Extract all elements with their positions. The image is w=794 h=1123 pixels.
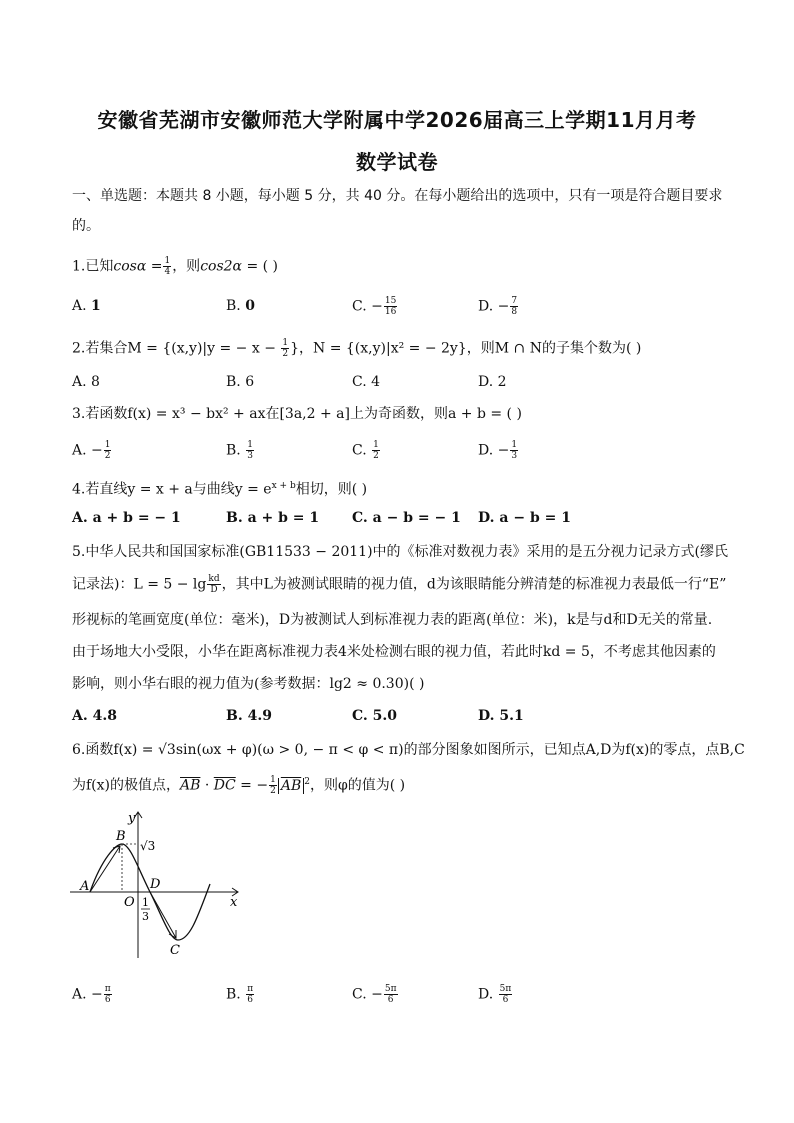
question-1 bbox=[72, 256, 278, 277]
q2-option-b: B. 6 bbox=[226, 374, 255, 390]
q1-fraction: $\frac{1}{4}$ bbox=[164, 256, 171, 277]
question-5-line1: 5.中华人民共和国国家标准(GB11533 − 2011)中的《标准对数视力表》采用的是五分视力记录方式(缪氏 bbox=[72, 544, 729, 560]
q1-text-c: = ( ) bbox=[242, 258, 279, 275]
exam-subtitle: 数学试卷 bbox=[356, 150, 438, 174]
question-2 bbox=[72, 338, 641, 359]
q4-option-d: D. a − b = 1 bbox=[478, 510, 571, 526]
q4-option-a: A. a + b = − 1 bbox=[72, 510, 181, 526]
label-sqrt3: √3 bbox=[140, 839, 156, 853]
q2-text: 2.若集合M = {(x,y)|y = − x − bbox=[72, 340, 281, 357]
label-d: D bbox=[150, 877, 161, 892]
q1-option-c: C. − $\frac{15}{16}$ bbox=[352, 296, 397, 317]
label-origin: O bbox=[124, 895, 135, 910]
q3-option-b: B. $\frac{1}{3}$ bbox=[226, 440, 253, 461]
q3-option-a: A. − $\frac{1}{2}$ bbox=[72, 440, 111, 461]
q3-option-d: D. − $\frac{1}{3}$ bbox=[478, 440, 518, 461]
q4-option-b: B. a + b = 1 bbox=[226, 510, 320, 526]
question-3: 3.若函数f(x) = x³ − bx² + ax在[3a,2 + a]上为奇函数，则a + b = ( ) bbox=[72, 406, 522, 422]
q1-text: 1.已知 bbox=[72, 258, 114, 275]
label-b: B bbox=[116, 829, 126, 844]
q1-option-a: A. 1 bbox=[72, 298, 101, 314]
q2-fraction: $\frac{1}{2}$ bbox=[282, 338, 289, 359]
exam-title: 安徽省芜湖市安徽师范大学附属中学2026届高三上学期11月月考 bbox=[97, 108, 697, 132]
q2-text-b: }，N = {(x,y)|x² = − 2y}，则M ∩ N的子集个数为( ) bbox=[290, 340, 642, 357]
q5-option-c: C. 5.0 bbox=[352, 708, 398, 724]
q1-cos-alpha: cosα = bbox=[113, 258, 163, 275]
q1-cos2: cos2α bbox=[200, 258, 243, 275]
vector-dc bbox=[150, 892, 176, 938]
q1-text-b: ，则 bbox=[172, 258, 201, 275]
label-a: A bbox=[80, 879, 90, 894]
label-x: x bbox=[230, 895, 238, 910]
q6-option-b: B. $\frac{\pi}{6}$ bbox=[226, 984, 254, 1005]
question-6-line2: 为f(x)的极值点，$\overline{AB} \cdot \overline{DC}$ = − $\frac{1}{2}$ $\overline{AB}$ $^2$，则φ的值为( ) bbox=[72, 775, 406, 797]
question-6-line1: 6.函数f(x) = √3sin(ωx + φ)(ω > 0, − π < φ < π)的部分图象如图所示，已知点A,D为f(x)的零点，点B,C bbox=[72, 742, 745, 758]
question-4: 4.若直线y = x + a与曲线$y = e^{x + b}$相切，则( ) bbox=[72, 481, 368, 498]
q6-option-c: C. − $\frac{5\pi}{6}$ bbox=[352, 984, 397, 1005]
function-graph-figure bbox=[66, 808, 246, 964]
question-5-line3: 形视标的笔画宽度(单位：毫米)，D为被测试人到标准视力表的距离(单位：米)，k是与d和D无关的常量. bbox=[72, 612, 713, 628]
label-c: C bbox=[170, 943, 180, 958]
question-5-line2: 记录法)：L = 5 − lg $\frac{kd}{D}$ ，其中L为被测试眼睛的视力值，d为该眼睛能分辨清楚的标准视力表最低一行“E” bbox=[72, 574, 727, 595]
q2-option-a: A. 8 bbox=[72, 374, 100, 390]
q5-option-d: D. 5.1 bbox=[478, 708, 524, 724]
q4-option-c: C. a − b = − 1 bbox=[352, 510, 461, 526]
label-frac-numerator: 1 bbox=[142, 896, 149, 909]
section-intro-line1: 一、单选题：本题共 8 小题，每小题 5 分，共 40 分。在每小题给出的选项中，只有一项是符合题目要求 bbox=[72, 188, 723, 204]
question-5-line4: 由于场地大小受限，小华在距离标准视力表4米处检测右眼的视力值，若此时kd = 5，不考虑其他因素的 bbox=[72, 644, 716, 660]
q6-option-d: D. $\frac{5\pi}{6}$ bbox=[478, 984, 512, 1005]
vector-ab bbox=[90, 846, 120, 892]
q2-option-c: C. 4 bbox=[352, 374, 381, 390]
q2-option-d: D. 2 bbox=[478, 374, 507, 390]
label-y: y bbox=[128, 811, 136, 826]
q3-option-c: C. $\frac{1}{2}$ bbox=[352, 440, 379, 461]
q5-option-a: A. 4.8 bbox=[72, 708, 117, 724]
section-intro-line2: 的。 bbox=[72, 218, 100, 234]
q6-option-a: A. − $\frac{\pi}{6}$ bbox=[72, 984, 111, 1005]
question-5-line5: 影响，则小华右眼的视力值为(参考数据：lg2 ≈ 0.30)( ) bbox=[72, 676, 425, 692]
q1-option-b: B. 0 bbox=[226, 298, 255, 314]
label-frac-denominator: 3 bbox=[142, 910, 149, 923]
q1-option-d: D. − $\frac{7}{8}$ bbox=[478, 296, 518, 317]
q5-option-b: B. 4.9 bbox=[226, 708, 272, 724]
